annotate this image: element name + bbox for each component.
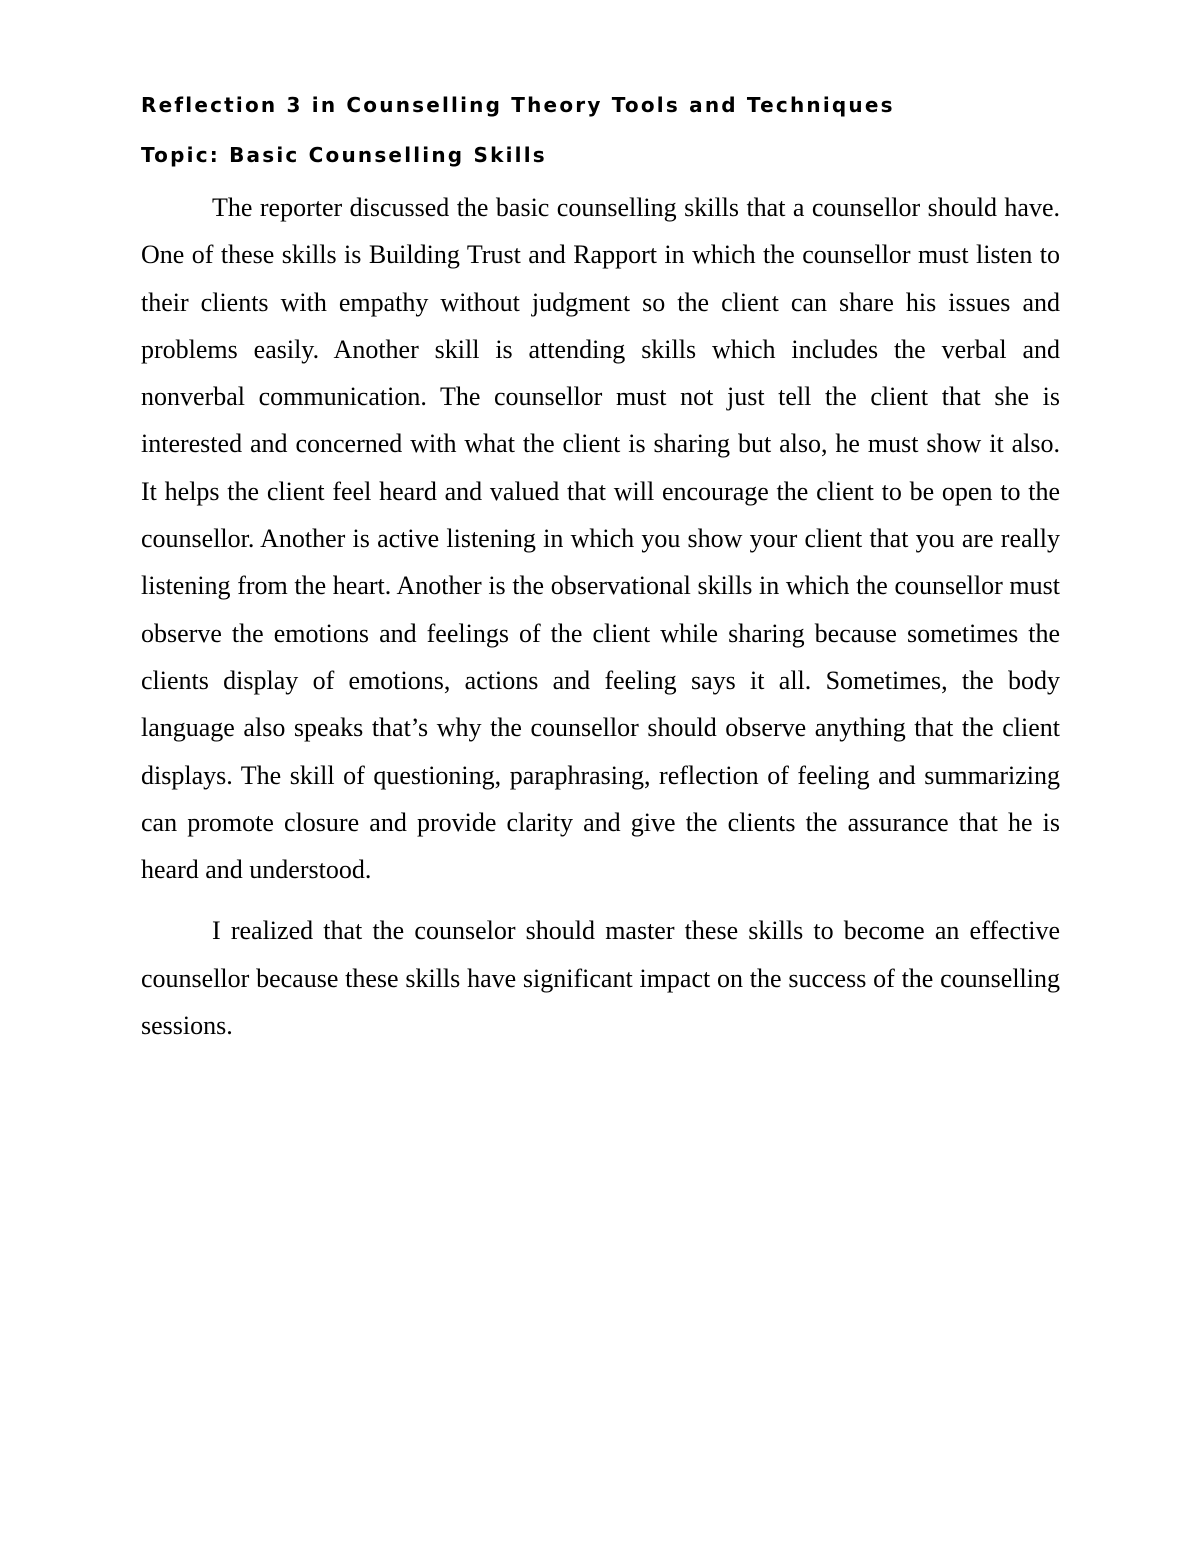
- document-body: [141, 90, 1060, 1049]
- document-topic: Topic: Basic Counselling Skills: [141, 143, 547, 167]
- document-title: Reflection 3 in Counselling Theory Tools and Techniques: [141, 93, 895, 117]
- body-paragraph: The reporter discussed the basic counselling skills that a counsellor should have. One of these skills is Building Trust and Rapport in which the counsellor must listen to their clients with empathy without judgment so the client can share his issues and problems easily. Another skill is attending skills which includes the verbal and nonverbal communication. The counsellor must not just tell the client that she is interested and concerned with what the client is sharing but also, he must show it also. It helps the client feel heard and valued that will encourage the client to be open to the counsellor. Another is active listening in which you show your client that you are really listening from the heart. Another is the observational skills in which the counsellor must observe the emotions and feelings of the client while sharing because sometimes the clients display of emotions, actions and feeling says it all. Sometimes, the body language also speaks that’s why the counsellor should observe anything that the client displays. The skill of questioning, paraphrasing, reflection of feeling and summarizing can promote closure and provide clarity and give the clients the assurance that he is heard and understood.: [141, 193, 1060, 885]
- body-paragraph: I realized that the counselor should master these skills to become an effective counsellor because these skills have significant impact on the success of the counselling sessions.: [141, 916, 1060, 1041]
